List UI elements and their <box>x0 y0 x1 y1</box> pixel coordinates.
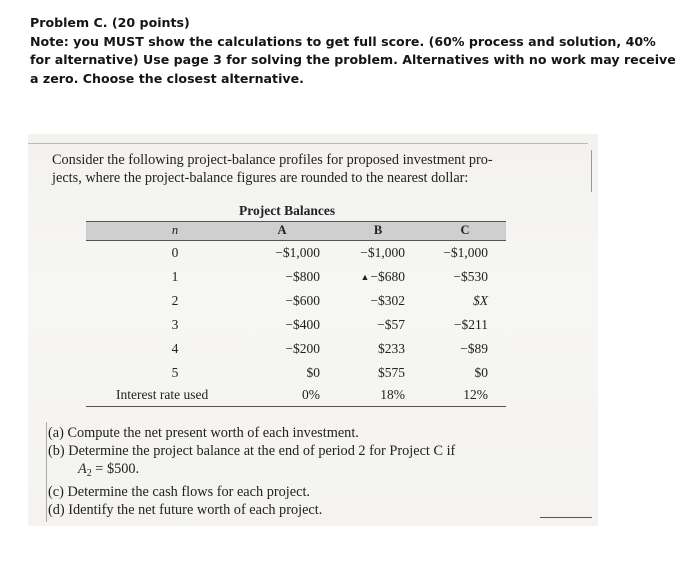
table-cell: −$211 <box>453 317 488 332</box>
instruction-line-1: Note: you MUST show the calculations to get full score. (60% process and solution, 40% <box>30 33 656 49</box>
table-header-rule <box>86 240 506 241</box>
interest-rate-label: Interest rate used <box>116 387 209 402</box>
question-b-condition <box>48 460 588 483</box>
table-cell: $0 <box>474 365 488 380</box>
question-b: (b) Determine the project balance at the end of period 2 for Project C if <box>48 443 456 459</box>
condition-value: = $500. <box>91 461 140 477</box>
statement-line-2: jects, where the project-balance figures are rounded to the nearest dollar: <box>52 170 469 186</box>
table-cell: −$1,000 <box>443 245 488 260</box>
table-top-rule <box>86 221 506 222</box>
divider-line <box>28 143 588 144</box>
table-cell: 2 <box>171 293 179 308</box>
table-cell: 5 <box>171 365 179 380</box>
table-cell: 3 <box>171 317 179 332</box>
margin-line <box>46 422 47 522</box>
end-rule <box>540 517 592 518</box>
rate-cell: 12% <box>463 387 488 402</box>
table-cell: −$200 <box>285 341 320 356</box>
header-n: n <box>171 223 179 237</box>
table-cell-with-marker <box>325 269 405 285</box>
question-c: (c) Determine the cash flows for each project. <box>48 484 310 500</box>
instruction-line-2: for alternative) Use page 3 for solving the problem. Alternatives with no work may receive <box>30 52 676 67</box>
problem-header <box>30 14 690 88</box>
table-cell: −$680 <box>370 269 405 284</box>
header-c: C <box>460 223 470 237</box>
header-b: B <box>373 223 383 237</box>
table-cell: −$1,000 <box>275 245 320 260</box>
header-a: A <box>277 223 287 237</box>
question-a: (a) Compute the net present worth of each investment. <box>48 425 359 441</box>
statement-line-1: Consider the following project-balance profiles for proposed investment pro- <box>52 152 493 168</box>
problem-title: Problem C. (20 points) <box>30 15 190 30</box>
question-d: (d) Identify the net future worth of each project. <box>48 502 323 518</box>
rate-cell: 0% <box>302 387 320 402</box>
table-cell: $X <box>473 293 488 308</box>
table-cell: −$57 <box>377 317 405 332</box>
table-cell: $233 <box>378 341 405 356</box>
problem-statement <box>52 151 588 187</box>
instruction-line-3: a zero. Choose the closest alternative. <box>30 70 304 86</box>
subscript: 2 <box>86 468 92 479</box>
table-cell: $575 <box>378 365 405 380</box>
table-cell: −$89 <box>460 341 488 356</box>
question-list <box>48 424 588 519</box>
table-cell: $0 <box>306 365 320 380</box>
rate-cell: 18% <box>380 387 405 402</box>
table-cell: 0 <box>171 245 179 260</box>
table-cell: −$302 <box>370 293 405 308</box>
table-cell: −$600 <box>285 293 320 308</box>
table-cell: −$800 <box>285 269 320 284</box>
cursor-arrow-icon: ▲ <box>360 272 370 282</box>
variable-a: A <box>78 461 87 477</box>
table-cell: 4 <box>171 341 179 356</box>
table-cell: −$1,000 <box>360 245 405 260</box>
table-cell: −$400 <box>285 317 320 332</box>
table-title: Project Balances <box>239 203 336 218</box>
table-cell: −$530 <box>453 269 488 284</box>
table-bottom-rule <box>86 406 506 407</box>
table-cell: 1 <box>171 269 179 284</box>
